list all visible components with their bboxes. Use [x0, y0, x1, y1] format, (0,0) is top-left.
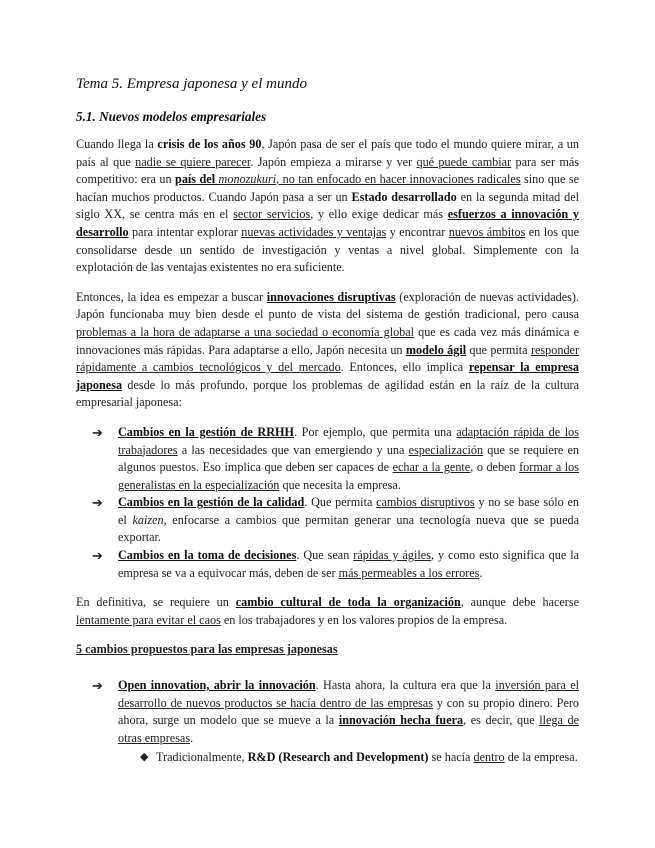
document-title: Tema 5. Empresa japonesa y el mundo	[76, 76, 307, 92]
paragraph-1: Cuando llega la crisis de los años 90, Japón pasa de ser el país que todo el mundo quiere mirar, a un país al que nadie se quiere parecer. Japón empieza a mirarse y ver qué puede cambiar para ser más competitivo: era un país del monozukuri, no tan enfocado en hacer innovaciones radicales sino que se hacían muchos productos. Cuando Japón pasa a ser un Estado desarrollado en la segunda mitad del siglo XX, se centra más en el sector servicios, y ello exige dedicar más esfuerzos a innovación y desarrollo para intentar explorar nuevas actividades y ventajas y encontrar nuevos ámbitos en los que consolidarse desde un sentido de investigación y ventas a nivel global. Simplemente con la explotación de las ventajas existentes no era suficiente.	[76, 137, 580, 275]
arrow-bullet-icon: ➔	[92, 424, 103, 440]
diamond-bullet-icon: ◆	[140, 751, 149, 764]
list-item: ➔ Cambios en la gestión de RRHH. Por ejemplo, que permita una adaptación rápida de los trabajadores a las necesidades que van emergiendo y una especialización que se requiere en algunos puestos. Eso implica que deben ser capaces de echar a la gente, o deben formar a los generalistas en la especialización que necesita la empresa.	[92, 424, 580, 492]
sub-list-item: ◆ Tradicionalmente, R&D (Research and Development) se hacía dentro de la empresa.	[156, 749, 579, 767]
proposals-heading: 5 cambios propuestos para las empresas japonesas	[76, 642, 338, 657]
list-item: ➔ Open innovation, abrir la innovación. Hasta ahora, la cultura era que la inversión para el desarrollo de nuevos productos se hacía dentro de las empresas y con su propio dinero. Pero ahora, surge un modelo que se mueve a la innovación hecha fuera, es decir, que llega de otras empresas. ◆ Tradicionalmente, R&D (Research and Development) se hacía dentro de la empresa.	[118, 677, 579, 767]
proposals-list	[76, 677, 579, 767]
list-item: ➔ Cambios en la gestión de la calidad. Que permita cambios disruptivos y no se base sólo en el kaizen, enfocarse a cambios que permitan generar una tecnología nueva que se pueda exportar.	[92, 495, 579, 545]
paragraph-2: Entonces, la idea es empezar a buscar innovaciones disruptivas (exploración de nuevas actividades). Japón funcionaba muy bien desde el punto de vista del sistema de gestión tradicional, pero causa problemas a la hora de adaptarse a una sociedad o economía global que es cada vez más dinámica e innovaciones más rápidas. Para adaptarse a ello, Japón necesita un modelo ágil que permita responder rápidamente a cambios tecnológicos y del mercado. Entonces, ello implica repensar la empresa japonesa desde lo más profundo, porque los problemas de agilidad están en la raíz de la cultura empresarial japonesa:	[76, 289, 580, 410]
section-heading: 5.1. Nuevos modelos empresariales	[76, 109, 267, 124]
list-item: ➔ Cambios en la toma de decisiones. Que sean rápidas y ágiles, y como esto significa que la empresa se va a equivocar más, deben de ser más permeables a los errores.	[92, 548, 579, 580]
sub-list	[118, 749, 579, 767]
arrow-bullet-icon: ➔	[92, 495, 103, 511]
arrow-bullet-icon: ➔	[92, 548, 103, 564]
paragraph-3: En definitiva, se requiere un cambio cultural de toda la organización, aunque debe hacerse lentamente para evitar el caos en los trabajadores y en los valores propios de la empresa.	[76, 595, 580, 627]
arrow-bullet-icon: ➔	[92, 678, 103, 694]
cultural-changes-list	[76, 424, 579, 582]
